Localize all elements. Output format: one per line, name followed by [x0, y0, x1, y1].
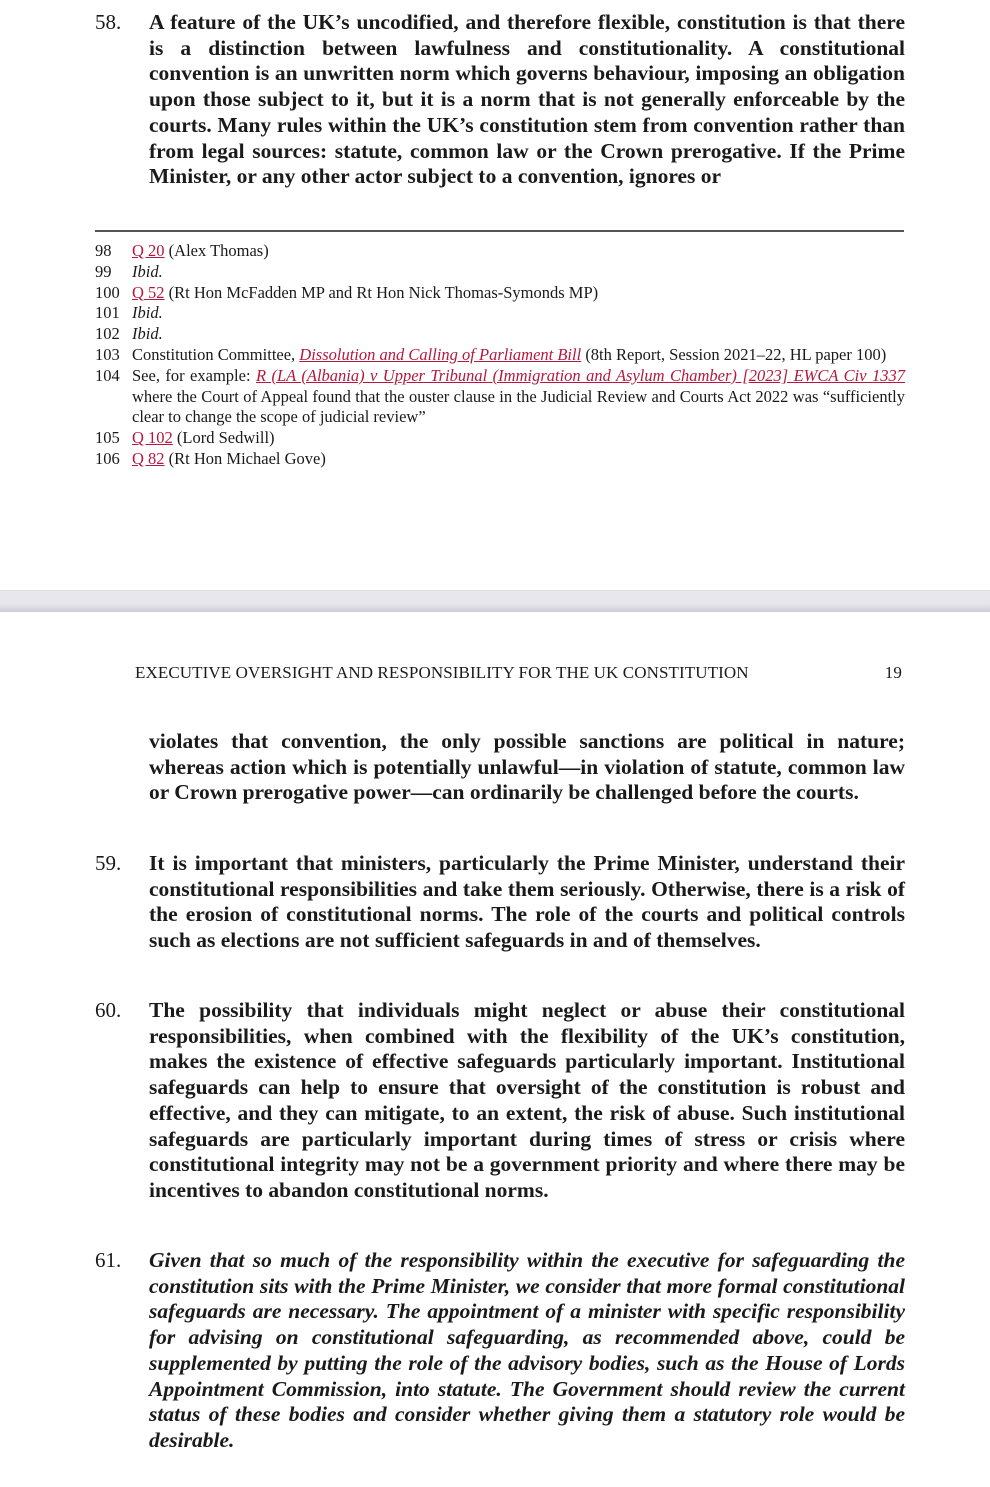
- footnote-99: [95, 262, 905, 283]
- footnote-100: [95, 283, 905, 304]
- page-separator: [0, 590, 990, 612]
- paragraph-number: 60.: [95, 998, 122, 1022]
- paragraph-58-continued: [95, 729, 905, 806]
- footnote-link[interactable]: Dissolution and Calling of Parliament Bill: [299, 344, 582, 364]
- footnote-text: (8th Report, Session 2021–22, HL paper 100): [581, 344, 887, 364]
- running-header-title: EXECUTIVE OVERSIGHT AND RESPONSIBILITY FOR THE UK CONSTITUTION: [135, 663, 749, 682]
- footnote-separator: [95, 230, 904, 232]
- footnote-link[interactable]: R (LA (Albania) v Upper Tribunal (Immigration and Asylum Chamber) [2023] EWCA Civ 1337: [255, 365, 905, 385]
- footnote-number: 100: [95, 282, 120, 302]
- footnote-text: (Lord Sedwill): [172, 428, 275, 448]
- footnote-text: (Alex Thomas): [164, 241, 269, 260]
- page-number: 19: [884, 663, 902, 682]
- footnote-number: 104: [95, 365, 120, 385]
- page-18: [0, 0, 990, 590]
- footnote-link[interactable]: Q 52: [132, 282, 165, 302]
- footnote-104: [95, 366, 905, 428]
- paragraph-number: 59.: [95, 851, 122, 875]
- footnote-number: 101: [95, 303, 120, 323]
- paragraph-number: 61.: [95, 1248, 122, 1272]
- paragraph-60: [95, 998, 905, 1204]
- paragraph-text: A feature of the UK’s uncodified, and therefore flexible, constitution is that there is a distinction between lawfulness and constitutionality. A constitutional convention is an unwritten norm which governs behaviour, imposing an obligation upon those subject to it, but it is a norm that is not generally enforceable by the courts. Many rules within the UK’s constitution stem from convention rather than from legal sources: statute, common law or the Crown prerogative. If the Prime Minister, or any other actor subject to a convention, ignores or: [149, 10, 905, 189]
- paragraph-58: [95, 10, 905, 190]
- footnote-101: [95, 303, 905, 324]
- footnote-number: 98: [95, 241, 112, 260]
- footnote-text: Ibid.: [132, 303, 163, 323]
- footnote-number: 103: [95, 344, 120, 364]
- footnote-text: Ibid.: [132, 324, 163, 344]
- footnote-link[interactable]: Q 20: [132, 241, 165, 260]
- paragraph-text: violates that convention, the only possible sanctions are political in nature; whereas action which is potentially unlawful—in violation of statute, common law or Crown prerogative power—can ordinarily be challenged before the courts.: [149, 729, 905, 805]
- footnote-link[interactable]: Q 102: [132, 428, 173, 448]
- footnote-number: 99: [95, 261, 112, 281]
- paragraph-text: Given that so much of the responsibility within the executive for safeguarding the constitution sits with the Prime Minister, we consider that more formal constitutional safeguards are necessary. The appointment of a minister with specific responsibility for advising on constitutional safeguarding, as recommended above, could be supplemented by putting the role of the advisory bodies, such as the House of Lords Appointment Commission, into statute. The Government should review the current status of these bodies and consider whether giving them a statutory role would be desirable.: [149, 1248, 905, 1452]
- paragraph-text: It is important that ministers, particularly the Prime Minister, understand their constitutional responsibilities and take them seriously. Otherwise, there is a risk of the erosion of constitutional norms. The role of the courts and political controls such as elections are not sufficient safeguards in and of themselves.: [149, 851, 905, 953]
- footnote-text: (Rt Hon McFadden MP and Rt Hon Nick Thomas-Symonds MP): [164, 282, 599, 302]
- footnote-number: 106: [95, 448, 120, 468]
- paragraph-59: [95, 851, 905, 954]
- footnote-text: Constitution Committee,: [132, 344, 300, 364]
- footnote-98: [95, 241, 905, 262]
- footnote-number: 105: [95, 428, 120, 448]
- footnote-text: (Rt Hon Michael Gove): [164, 448, 326, 468]
- paragraph-text: The possibility that individuals might neglect or abuse their constitutional responsibilities, when combined with the flexibility of the UK’s constitution, makes the existence of effective safeguards particularly important. Institutional safeguards can help to ensure that oversight of the constitution is robust and effective, and they can mitigate, to an extent, the risk of abuse. Such institutional safeguards are particularly important during times of stress or crisis where constitutional integrity may not be a government priority and where there may be incentives to abandon constitutional norms.: [149, 998, 905, 1202]
- footnote-102: [95, 324, 905, 345]
- footnote-106: [95, 449, 905, 470]
- footnote-text: where the Court of Appeal found that the ouster clause in the Judicial Review and Courts Act 2022 was “sufficiently clear to change the scope of judicial review”: [132, 386, 905, 427]
- footnote-103: [95, 345, 905, 366]
- footnote-text: See, for example:: [132, 365, 256, 385]
- paragraph-number: 58.: [95, 10, 122, 34]
- footnote-text: Ibid.: [132, 261, 163, 281]
- footnote-number: 102: [95, 324, 120, 344]
- footnote-link[interactable]: Q 82: [132, 448, 165, 468]
- footnote-105: [95, 428, 905, 449]
- paragraph-61: [95, 1248, 905, 1454]
- footnotes: [95, 241, 905, 470]
